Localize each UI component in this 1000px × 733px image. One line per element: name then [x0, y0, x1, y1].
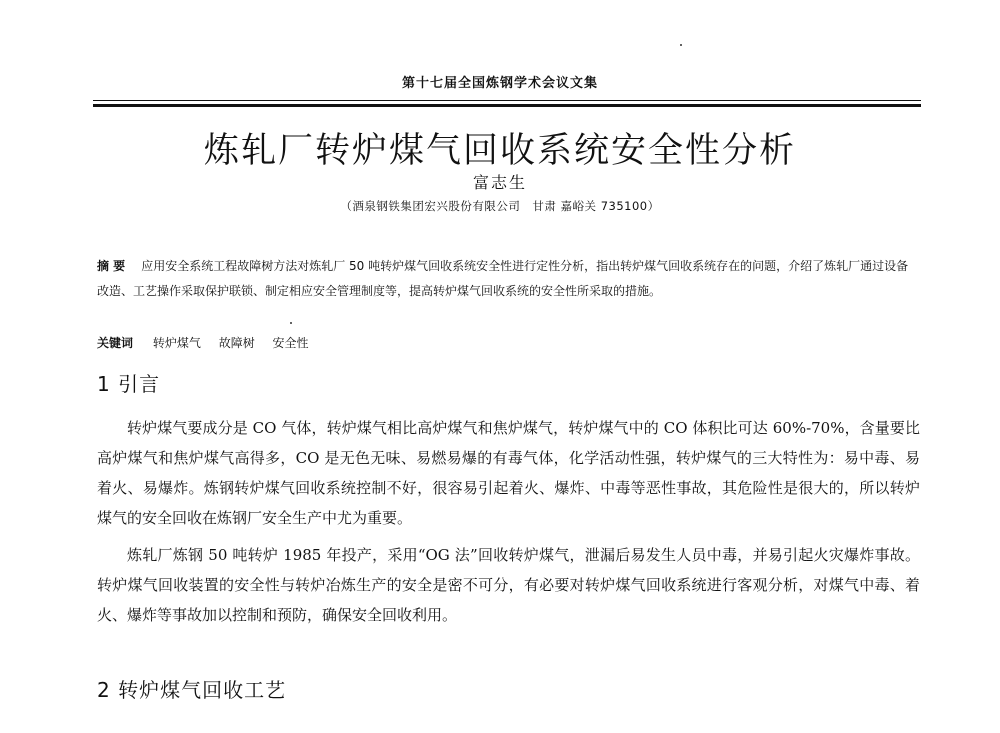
paper-author: 富志生: [472, 173, 527, 192]
keywords: [97, 334, 920, 351]
keywords-label: 关键词: [97, 336, 134, 350]
running-header: 第十七届全国炼钢学术会议文集: [401, 76, 598, 91]
scan-speck: [680, 44, 682, 46]
paragraph-text: 炼轧厂炼钢 50 吨转炉 1985 年投产，采用“OG 法”回收转炉煤气，泄漏后易发生人员中毒，并易引起火灾爆炸事故。转炉煤气回收装置的安全性与转炉冶炼生产的安全是密不可分，有必要对转炉煤气回收系统进行客观分析，对煤气中毒、着火、爆炸等事故加以控制和预防，确保安全回收利用。: [97, 546, 920, 624]
body-paragraph: [97, 413, 920, 533]
scan-speck: [290, 322, 292, 324]
abstract: [97, 254, 920, 304]
keyword-item: 故障树: [218, 336, 255, 350]
paper-affiliation: （酒泉钢铁集团宏兴股份有限公司 甘肃 嘉峪关 735100）: [340, 199, 660, 213]
section-heading-process: 2 转炉煤气回收工艺: [97, 678, 287, 702]
paper-title: 炼轧厂转炉煤气回收系统安全性分析: [203, 131, 796, 171]
header-rule-thin: [93, 100, 921, 101]
keyword-item: 安全性: [272, 336, 309, 350]
abstract-label: 摘 要: [97, 259, 126, 273]
paragraph-text: 转炉煤气要成分是 CO 气体，转炉煤气相比高炉煤气和焦炉煤气，转炉煤气中的 CO 体积比可达 60%-70%，含量要比高炉煤气和焦炉煤气高得多，CO 是无色无味、易燃易爆的有毒气体，化学活动性强，转炉煤气的三大特性为：易中毒、易着火、易爆炸。炼钢转炉煤气回收系统控制不好，很容易引起着火、爆炸、中毒等恶性事故，其危险性是很大的，所以转炉煤气的安全回收在炼钢厂安全生产中尤为重要。: [97, 419, 920, 527]
header-rule-thick: [93, 104, 921, 107]
body-paragraph: [97, 540, 920, 630]
section-heading-introduction: 1 引言: [97, 372, 161, 396]
keyword-item: 转炉煤气: [152, 336, 201, 350]
abstract-text: 应用安全系统工程故障树方法对炼轧厂 50 吨转炉煤气回收系统安全性进行定性分析，指出转炉煤气回收系统存在的问题，介绍了炼轧厂通过设备改造、工艺操作采取保护联锁、制定相应安全管理制度等，提高转炉煤气回收系统的安全性所采取的措施。: [97, 259, 909, 298]
